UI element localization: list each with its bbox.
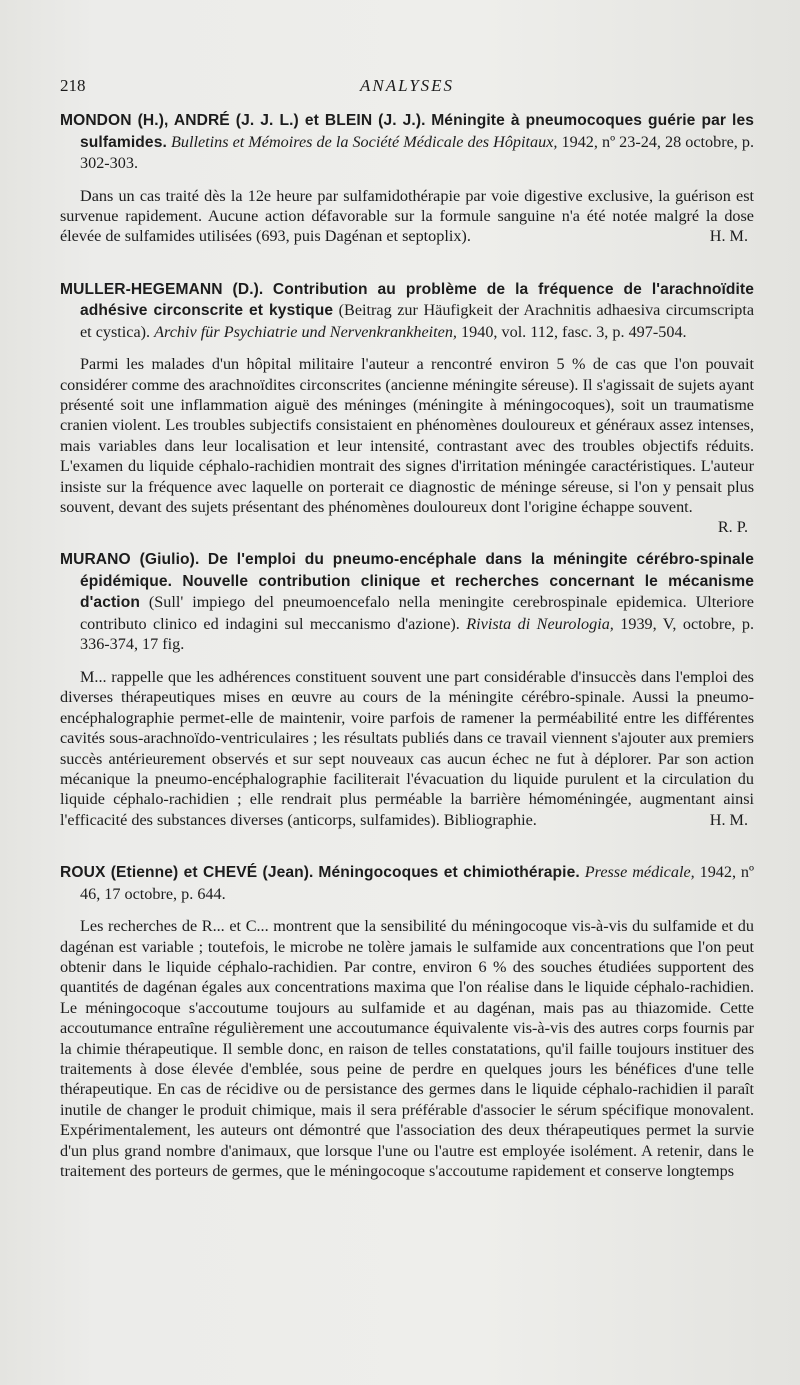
reviewer-initials: H. M. — [709, 227, 748, 246]
entry-summary — [60, 916, 754, 1181]
entry-summary — [60, 186, 754, 247]
entry-details: 1940, vol. 112, fasc. 3, p. 497-504. — [461, 322, 687, 341]
summary-text: M... rappelle que les adhérences constituent souvent une part considérable d'insuccès dans l'emploi des diverses thérapeutiques mises en œuvre au cours de la méningite cérébro-spinale. Aussi la pneumo-encéphalographie permet-elle de maintenir, voire parfois de ramener la perméabilité entre les différentes cavités sous-arachnoïdo-ventriculaires ; les résultats publiés dans ce travail viennent s'ajouter aux premiers succès antérieurement observés et sur sept nouveaux cas aucun échec ne fut à déplorer. Par son action mécanique la pneumo-encéphalographie faciliterait l'évacuation du liquide purulent et la circulation du liquide céphalo-rachidien ; elle rendrait plus perméable la barrière hémoméningée, augmentant ainsi l'efficacité des substances diverses (anticorps, sulfamides). Bibliographie. — [60, 667, 754, 829]
summary-text: Dans un cas traité dès la 12e heure par sulfamidothérapie par voie digestive exclusive, la guérison est survenue rapidement. Aucune action défavorable sur la formule sanguine n'a été notée malgré la dose élevée de sulfamides utilisées (693, puis Dagénan et septoplix). — [60, 186, 754, 246]
abstract-entry — [60, 110, 754, 247]
summary-text: Parmi les malades d'un hôpital militaire l'auteur a rencontré environ 5 % de cas que l'on pouvait considérer comme des arachnoïdites circonscrites (ancienne méningite séreuse). Il s'agissait de sujets ayant présenté soit une inflammation aiguë des méninges (méningite à méningocoques), soit un traumatisme cranien violent. Les troubles subjectifs consistaient en phénomènes douloureux et généraux assez intenses, mais variables dans leur localisation et leur intensité, contrastant avec des troubles objectifs réduits. L'examen du liquide céphalo-rachidien montrait des signes d'irritation méningée caractéristiques. L'auteur insiste sur la fréquence avec laquelle on porterait ce diagnostic de méninge séreuse, si l'on y pensait plus souvent, devant des sujets présentant des phénomènes douloureux dont l'origine échappe souvent. — [60, 355, 754, 517]
bibliographic-reference — [60, 110, 754, 174]
entry-journal: Presse médicale, — [584, 863, 695, 882]
entry-authors: MONDON (H.), ANDRÉ (J. J. L.) et BLEIN (J. J.). — [60, 112, 426, 129]
entry-title: Contribution au problème de la fréquence de l'arachnoïdite adhésive circonscrite et kystique — [80, 280, 754, 320]
entry-title: De l'emploi du pneumo-encéphale dans la méningite cérébro-spinale épidémique. Nouvelle contribution clinique et recherches concernant le mécanisme d'action — [80, 551, 754, 612]
bibliographic-reference — [60, 279, 754, 343]
bibliographic-reference — [60, 549, 754, 655]
entry-authors: MULLER-HEGEMANN (D.). — [60, 280, 264, 298]
abstract-entry — [60, 279, 754, 537]
entry-summary — [60, 667, 754, 830]
entry-journal: Archiv für Psychiatrie und Nervenkrankheiten, — [154, 322, 457, 341]
entry-original-title: (Beitrag zur Häufigkeit der Arachnitis adhaesiva circumscripta et cystica). — [80, 301, 754, 341]
entry-title: Méningocoques et chimiothérapie. — [318, 864, 580, 882]
entry-details: 1939, V, octobre, p. 336-374, 17 fig. — [80, 614, 754, 654]
entry-journal: Rivista di Neurologia, — [466, 614, 614, 633]
entry-original-title: (Sull' impiego del pneumoencefalo nella meningite cerebrospinale epidemica. Ulteriore contributo clinico ed indagini sul meccanismo d'azione). — [80, 593, 754, 633]
entry-summary — [60, 354, 754, 537]
reviewer-initials: R. P. — [717, 518, 748, 537]
page-number: 218 — [60, 76, 86, 95]
entry-authors: MURANO (Giulio). — [60, 551, 200, 569]
abstract-entry — [60, 549, 754, 830]
entry-journal: Bulletins et Mémoires de la Société Médicale des Hôpitaux, — [170, 132, 558, 151]
section-title: ANALYSES — [359, 76, 455, 95]
entry-details: 1942, nº 23-24, 28 octobre, p. 302-303. — [80, 132, 755, 172]
abstract-entry — [60, 862, 754, 1181]
reviewer-initials: H. M. — [709, 810, 748, 829]
bibliographic-reference — [60, 862, 754, 904]
entry-authors: ROUX (Etienne) et CHEVÉ (Jean). — [60, 864, 314, 882]
summary-text: Les recherches de R... et C... montrent que la sensibilité du méningocoque vis-à-vis du sulfamide et du dagénan est variable ; toutefois, le microbe ne tolère jamais le sulfamide aux concentrations que l'on peut obtenir dans le liquide céphalo-rachidien. Par contre, environ 6 % des souches étudiées supportent des quantités de dagénan égales aux concentrations maxima que l'on réalise dans le liquide céphalo-rachidien. Le méningocoque s'accoutume toujours au sulfamide et au dagénan, mais pas au thiazomide. Cette accoutumance entraîne régulièrement une accoutumance équivalente vis-à-vis des autres corps fournis par la chimie thérapeutique. Il semble donc, en raison de telles constatations, qu'il faille toujours instituer des traitements à dose élevée d'emblée, sous peine de perdre en quelques jours les bénéfices d'une telle thérapeutique. En cas de récidive ou de persistance des germes dans le liquide céphalo-rachidien il paraît inutile de changer le produit chimique, mais il sera préférable d'associer le sérum spécifique monovalent. Expérimentalement, les auteurs ont démontré que l'association des deux thérapeutiques permet la survie d'un plus grand nombre d'animaux, que lorsque l'une ou l'autre est employée isolément. A retenir, dans le traitement des porteurs de germes, que le méningocoque s'accoutume rapidement et conserve longtemps — [60, 917, 754, 1181]
running-head — [60, 72, 754, 98]
entry-title: Méningite à pneumocoques guérie par les sulfamides. — [80, 112, 754, 151]
entry-details: 1942, nº 46, 17 octobre, p. 644. — [80, 863, 755, 903]
